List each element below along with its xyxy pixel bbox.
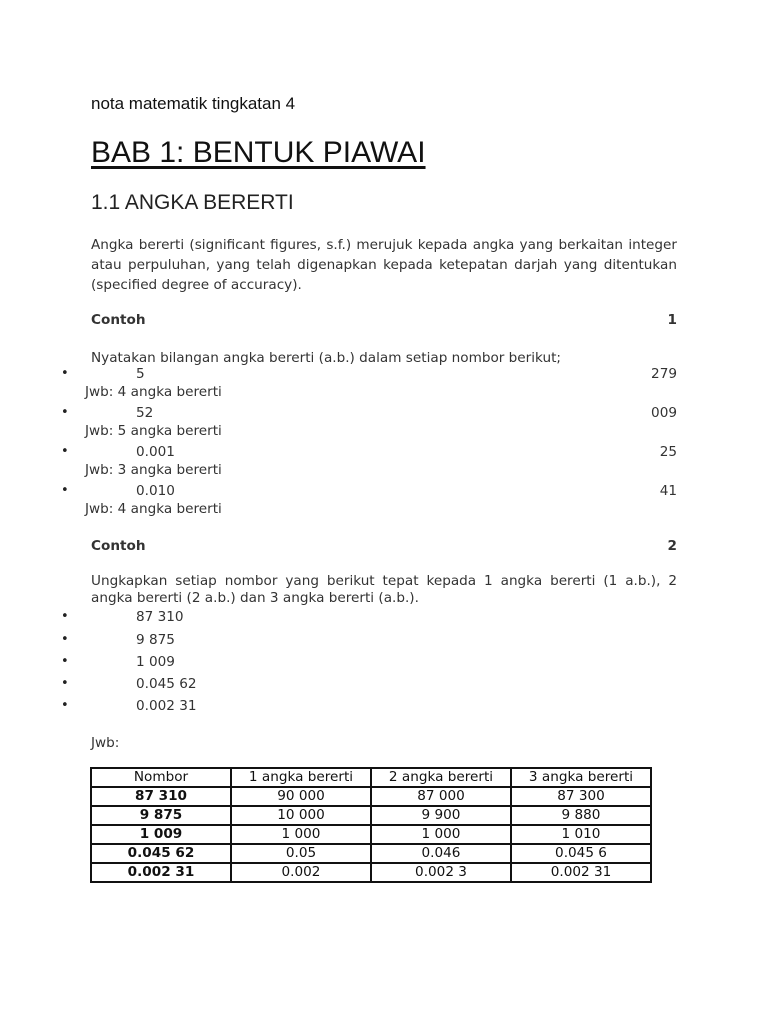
list-item [0, 607, 677, 627]
table-cell: 0.002 3 [371, 863, 511, 882]
table-cell: 1 000 [371, 825, 511, 844]
table-row [91, 863, 651, 882]
table-cell: 87 300 [511, 787, 651, 806]
number-part-right: 009 [651, 405, 677, 421]
intro-paragraph: Angka bererti (significant figures, s.f.) merujuk kepada angka yang berkaitan integer atau perpuluhan, yang telah digenapkan kepada ketepatan darjah yang ditentukan (specified degree of accuracy). [91, 237, 677, 293]
example-2-heading [91, 538, 677, 558]
example-label: Contoh [91, 312, 146, 328]
table-cell: 0.045 62 [91, 844, 231, 863]
answer-label: Jwb: [91, 735, 120, 751]
column-header: 2 angka bererti [371, 768, 511, 787]
example-1-instruction: Nyatakan bilangan angka bererti (a.b.) dalam setiap nombor berikut; [91, 350, 562, 366]
answer-text: Jwb: 4 angka bererti [85, 384, 222, 400]
table-cell: 10 000 [231, 806, 371, 825]
table-cell: 9 880 [511, 806, 651, 825]
list-item [0, 696, 677, 716]
answer-text: Jwb: 4 angka bererti [85, 501, 222, 517]
table-cell: 9 875 [91, 806, 231, 825]
table-cell: 1 010 [511, 825, 651, 844]
example-1-heading [91, 312, 677, 332]
bullet-icon: • [61, 654, 69, 669]
table-cell: 90 000 [231, 787, 371, 806]
table-cell: 0.046 [371, 844, 511, 863]
number-value: 9 875 [136, 632, 175, 648]
list-item [0, 442, 677, 462]
table-cell: 0.045 6 [511, 844, 651, 863]
section-title: 1.1 ANGKA BERERTI [91, 191, 294, 214]
number-part-left: 0.010 [136, 483, 175, 499]
number-value: 0.002 31 [136, 698, 197, 714]
number-part-left: 0.001 [136, 444, 175, 460]
example-label: Contoh [91, 538, 146, 554]
list-item [0, 674, 677, 694]
table-cell: 0.05 [231, 844, 371, 863]
table-cell: 1 009 [91, 825, 231, 844]
table-cell: 0.002 31 [91, 863, 231, 882]
bullet-icon: • [61, 405, 69, 420]
table-cell: 87 310 [91, 787, 231, 806]
table-cell: 87 000 [371, 787, 511, 806]
table-cell: 9 900 [371, 806, 511, 825]
bullet-icon: • [61, 632, 69, 647]
table-row [91, 806, 651, 825]
number-value: 0.045 62 [136, 676, 197, 692]
table-row [91, 825, 651, 844]
answer-text: Jwb: 3 angka bererti [85, 462, 222, 478]
significant-figures-table [90, 767, 652, 883]
bullet-icon: • [61, 609, 69, 624]
number-part-left: 5 [136, 366, 145, 382]
number-part-right: 41 [659, 483, 677, 499]
example-number: 2 [667, 538, 677, 554]
list-item [0, 630, 677, 650]
table-row [91, 844, 651, 863]
list-item [0, 364, 677, 384]
example-number: 1 [667, 312, 677, 328]
number-part-right: 25 [659, 444, 677, 460]
number-value: 1 009 [136, 654, 175, 670]
example-2-instruction: Ungkapkan setiap nombor yang berikut tepat kepada 1 angka bererti (1 a.b.), 2 angka bererti (2 a.b.) dan 3 angka bererti (a.b.). [91, 573, 677, 606]
list-item [0, 652, 677, 672]
table-cell: 1 000 [231, 825, 371, 844]
table-row [91, 787, 651, 806]
table-cell: 0.002 [231, 863, 371, 882]
number-value: 87 310 [136, 609, 184, 625]
bullet-icon: • [61, 444, 69, 459]
answer-text: Jwb: 5 angka bererti [85, 423, 222, 439]
bullet-icon: • [61, 483, 69, 498]
column-header: 1 angka bererti [231, 768, 371, 787]
number-part-right: 279 [651, 366, 677, 382]
chapter-title: BAB 1: BENTUK PIAWAI [91, 136, 426, 169]
blog-title: nota matematik tingkatan 4 [91, 94, 296, 113]
list-item [0, 481, 677, 501]
bullet-icon: • [61, 698, 69, 713]
list-item [0, 403, 677, 423]
number-part-left: 52 [136, 405, 154, 421]
bullet-icon: • [61, 676, 69, 691]
column-header: Nombor [91, 768, 231, 787]
bullet-icon: • [61, 366, 69, 381]
table-header-row [91, 768, 651, 787]
column-header: 3 angka bererti [511, 768, 651, 787]
table-cell: 0.002 31 [511, 863, 651, 882]
